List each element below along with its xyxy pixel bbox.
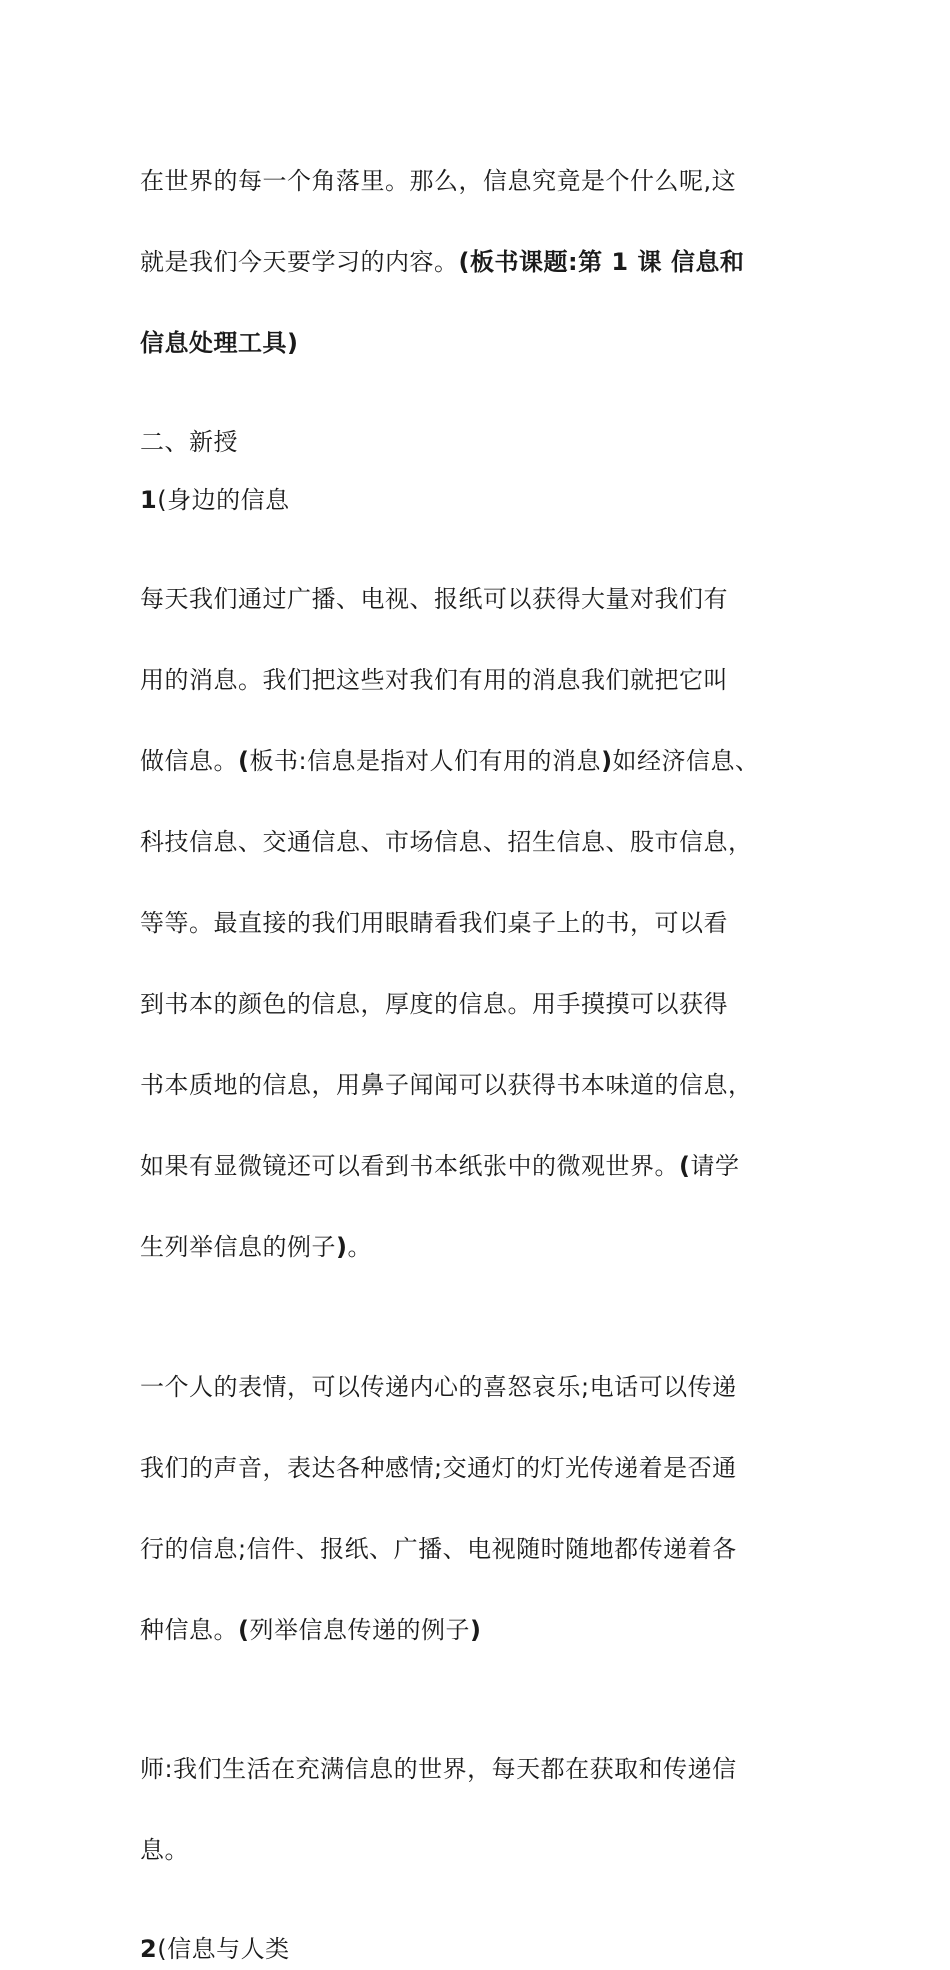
paren-close: ) [469, 1615, 482, 1644]
text-line [140, 1227, 820, 1268]
text-line [140, 741, 820, 782]
body-paragraph-1 [140, 539, 820, 1309]
text-line: 科技信息、交通信息、市场信息、招生信息、股市信息， [140, 828, 753, 856]
board-note: 板书:信息是指对人们有用的消息 [249, 747, 602, 775]
section-heading: 二、新授 [140, 427, 238, 456]
text-line: 我们的声音，表达各种感情;交通灯的灯光传递着是否通 [140, 1453, 737, 1482]
document-page [140, 120, 820, 1970]
text-run: 生列举信息的例子 [140, 1233, 336, 1261]
text-run: 种信息。 [140, 1615, 238, 1644]
subsection-title-1 [140, 480, 820, 521]
text-run: 如果有显微镜还可以看到书本纸张中的微观世界。 [140, 1152, 679, 1180]
board-note: (板书课题:第 1 课 信息和 [458, 247, 745, 276]
text-line: 信息处理工具) [140, 328, 299, 357]
text-line: 行的信息;信件、报纸、广播、电视随时随地都传递着各 [140, 1534, 737, 1563]
text-line: 一个人的表情，可以传递内心的喜怒哀乐;电话可以传递 [140, 1372, 737, 1401]
subsection-number: 1 [140, 486, 158, 514]
text-line: 等等。最直接的我们用眼睛看我们桌子上的书，可以看 [140, 909, 728, 937]
text-line [140, 1610, 820, 1651]
text-line: 息。 [140, 1836, 189, 1864]
text-run: 。 [347, 1233, 372, 1261]
text-run: 请学 [690, 1152, 740, 1180]
teacher-paragraph [140, 1709, 820, 1912]
intro-paragraph [140, 120, 820, 404]
paren-open: ( [238, 747, 250, 775]
text-line: 用的消息。我们把这些对我们有用的消息我们就把它叫 [140, 666, 728, 694]
text-run: 做信息。 [140, 747, 238, 775]
text-line: 每天我们通过广播、电视、报纸可以获得大量对我们有 [140, 585, 728, 613]
paren-close: ) [601, 747, 613, 775]
text-run: 如经济信息、 [612, 747, 760, 775]
body-paragraph-2 [140, 1326, 820, 1691]
text-line [140, 242, 820, 283]
paren-open: ( [679, 1152, 691, 1180]
subsection-number: 2 [140, 1935, 158, 1963]
text-line: 到书本的颜色的信息，厚度的信息。用手摸摸可以获得 [140, 990, 728, 1018]
subsection-label: (信息与人类 [157, 1935, 290, 1963]
subsection-title-2 [140, 1929, 820, 1970]
text-line: 在世界的每一个角落里。那么，信息究竟是个什么呢,这 [140, 166, 737, 195]
subsection-label: (身边的信息 [157, 486, 290, 514]
text-line: 师:我们生活在充满信息的世界，每天都在获取和传递信 [140, 1755, 737, 1783]
text-run: 就是我们今天要学习的内容。 [140, 247, 459, 276]
paren-close: ) [336, 1233, 348, 1261]
paren-open: ( [238, 1615, 250, 1644]
text-run: 列举信息传递的例子 [249, 1615, 470, 1644]
text-line [140, 1146, 820, 1187]
text-line: 书本质地的信息，用鼻子闻闻可以获得书本味道的信息， [140, 1071, 753, 1099]
